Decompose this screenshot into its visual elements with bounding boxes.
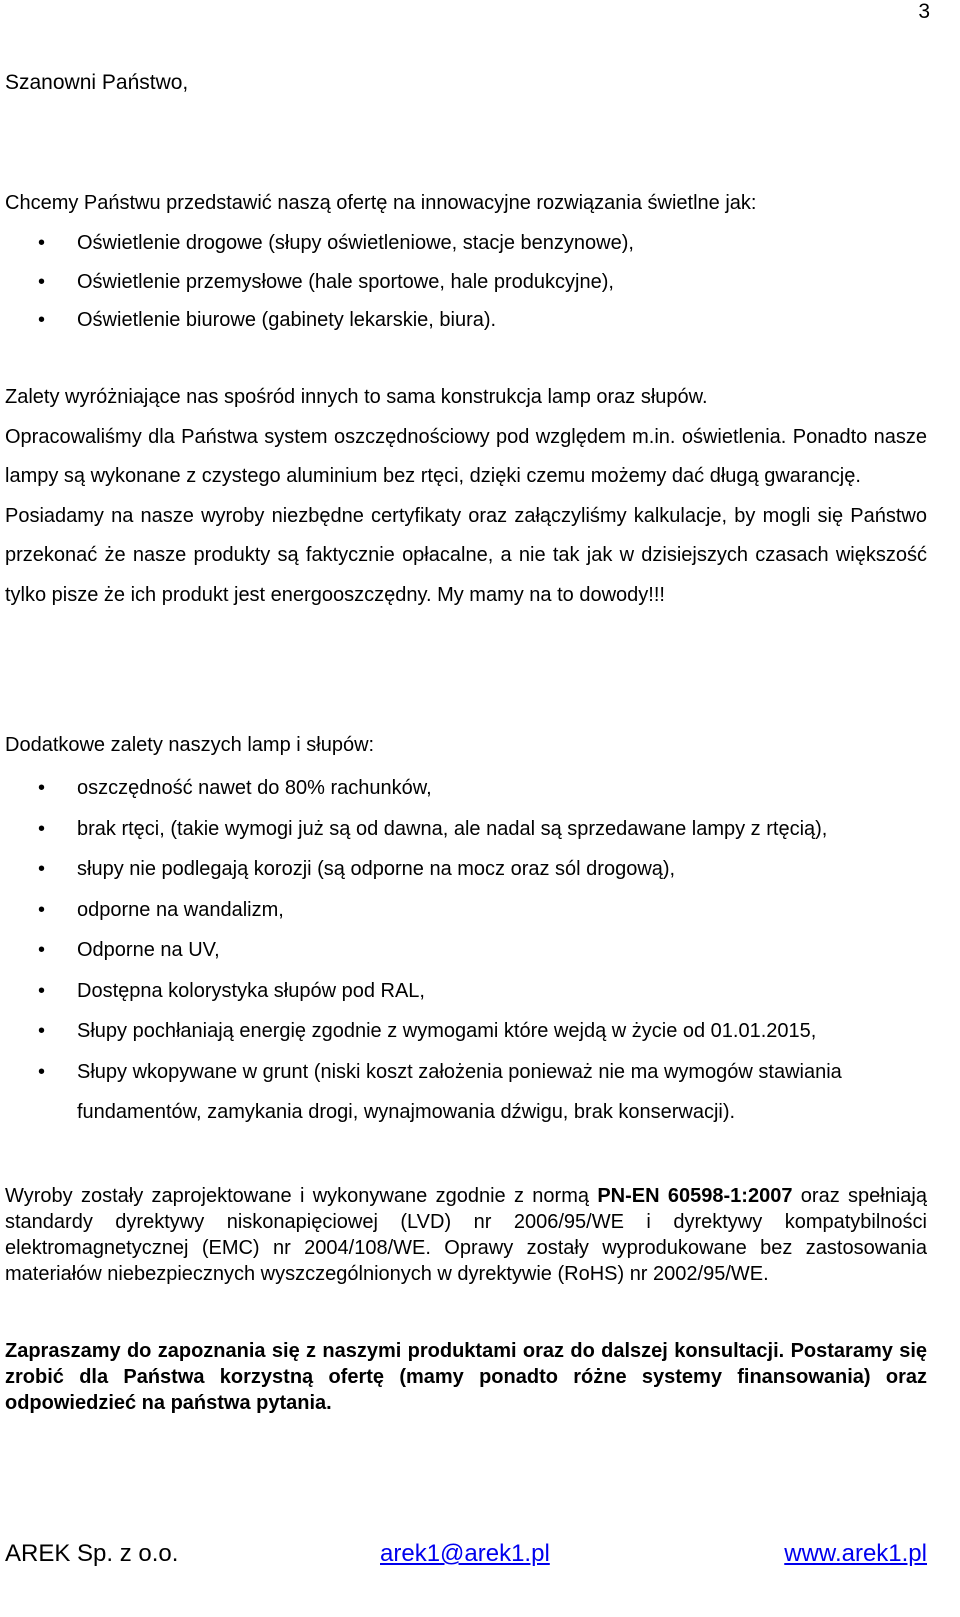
list-item-text: Oświetlenie drogowe (słupy oświetleniowe, stacje benzynowe),: [77, 232, 634, 254]
bullet-icon: •: [38, 270, 46, 293]
bullet-icon: •: [38, 232, 46, 254]
list-item-text: oszczędność nawet do 80% rachunków,: [77, 777, 432, 799]
extras-lead: Dodatkowe zalety naszych lamp i słupów:: [5, 734, 375, 756]
list-item-text: Dostępna kolorystyka słupów pod RAL,: [77, 979, 425, 1002]
list-item-text: Słupy wkopywane w grunt (niski koszt założenia ponieważ nie ma wymogów stawiania fundamentów, zamykania drogi, wynajmowania dźwigu, brak konserwacji).: [77, 1060, 842, 1123]
bullet-icon: •: [38, 1060, 46, 1083]
page-number: 3: [918, 0, 930, 23]
list-item: [5, 971, 927, 1012]
intro-bullet-list: [5, 224, 905, 340]
invitation-paragraph: Zapraszamy do zapoznania się z naszymi produktami oraz do dalszej konsultacji. Postaramy się zrobić dla Państwa korzystną ofertę (mamy ponadto różne systemy finansowania) oraz odpowiedzieć na państwa pytania.: [5, 1340, 927, 1414]
bullet-icon: •: [38, 1020, 46, 1042]
email-link[interactable]: arek1@arek1.pl: [380, 1540, 550, 1567]
norms-text-before: Wyroby zostały zaprojektowane i wykonywane zgodnie z normą: [5, 1185, 598, 1207]
list-item-text: odporne na wandalizm,: [77, 898, 284, 921]
list-item: [5, 224, 905, 263]
extras-bullet-list: [5, 768, 927, 1133]
list-item-text: Oświetlenie biurowe (gabinety lekarskie, biura).: [77, 309, 497, 331]
advantages-paragraph: Opracowaliśmy dla Państwa system oszczędnościowy pod względem m.in. oświetlenia. Ponadto nasze lampy są wykonane z czystego aluminium bez rtęci, dzięki czemu możemy dać długą gwarancję.: [5, 425, 927, 487]
list-item-text: słupy nie podlegają korozji (są odporne na mocz oraz sól drogową),: [77, 858, 676, 880]
footer: [5, 1539, 927, 1569]
bullet-icon: •: [38, 939, 46, 961]
list-item: [5, 263, 905, 302]
list-item: [5, 849, 927, 890]
list-item: [5, 809, 927, 850]
norms-paragraph: [5, 1183, 927, 1287]
list-item: [5, 890, 927, 931]
list-item: [5, 768, 927, 809]
certificates-paragraph: Posiadamy na nasze wyroby niezbędne certyfikaty oraz załączyliśmy kalkulacje, by mogli się Państwo przekonać że nasze produkty są faktycznie opłacalne, a nie tak jak w dzisiejszych czasach większość tylko pisze że ich produkt jest energooszczędny. My mamy na to dowody!!!: [5, 504, 927, 606]
list-item: [5, 1052, 927, 1133]
website-link[interactable]: www.arek1.pl: [784, 1540, 927, 1567]
advantages-intro: Zalety wyróżniające nas spośród innych to sama konstrukcja lamp oraz słupów.: [5, 386, 708, 408]
list-item: [5, 301, 905, 340]
greeting: Szanowni Państwo,: [5, 71, 189, 94]
extras-section: [5, 728, 927, 1133]
list-item: [5, 930, 927, 971]
bullet-icon: •: [38, 817, 46, 840]
bullet-icon: •: [38, 309, 46, 331]
bullet-icon: •: [38, 979, 46, 1002]
intro-lead: Chcemy Państwu przedstawić naszą ofertę na innowacyjne rozwiązania świetlne jak:: [5, 192, 757, 214]
list-item-text: Oświetlenie przemysłowe (hale sportowe, hale produkcyjne),: [77, 270, 614, 293]
company-name: AREK Sp. z o.o.: [5, 1540, 179, 1567]
advantages-section: [5, 378, 927, 615]
bullet-icon: •: [38, 898, 46, 921]
bullet-icon: •: [38, 858, 46, 880]
norms-text-after: oraz spełniają standardy dyrektywy niskonapięciowej (LVD) nr 2006/95/WE i dyrektywy kompatybilności elektromagnetycznej (EMC) nr 2004/108/WE. Oprawy zostały wyprodukowane bez zastosowania materiałów niebezpiecznych wyszczególnionych w dyrektywie (RoHS) nr 2002/95/WE.: [5, 1185, 927, 1285]
list-item: [5, 1011, 927, 1052]
list-item-text: Odporne na UV,: [77, 939, 220, 961]
standard-number: PN-EN 60598-1:2007: [597, 1185, 793, 1207]
list-item-text: Słupy pochłaniają energię zgodnie z wymogami które wejdą w życie od 01.01.2015,: [77, 1020, 817, 1042]
bullet-icon: •: [38, 777, 46, 799]
intro-section: [5, 186, 905, 340]
list-item-text: brak rtęci, (takie wymogi już są od dawna, ale nadal są sprzedawane lampy z rtęcią),: [77, 817, 828, 840]
